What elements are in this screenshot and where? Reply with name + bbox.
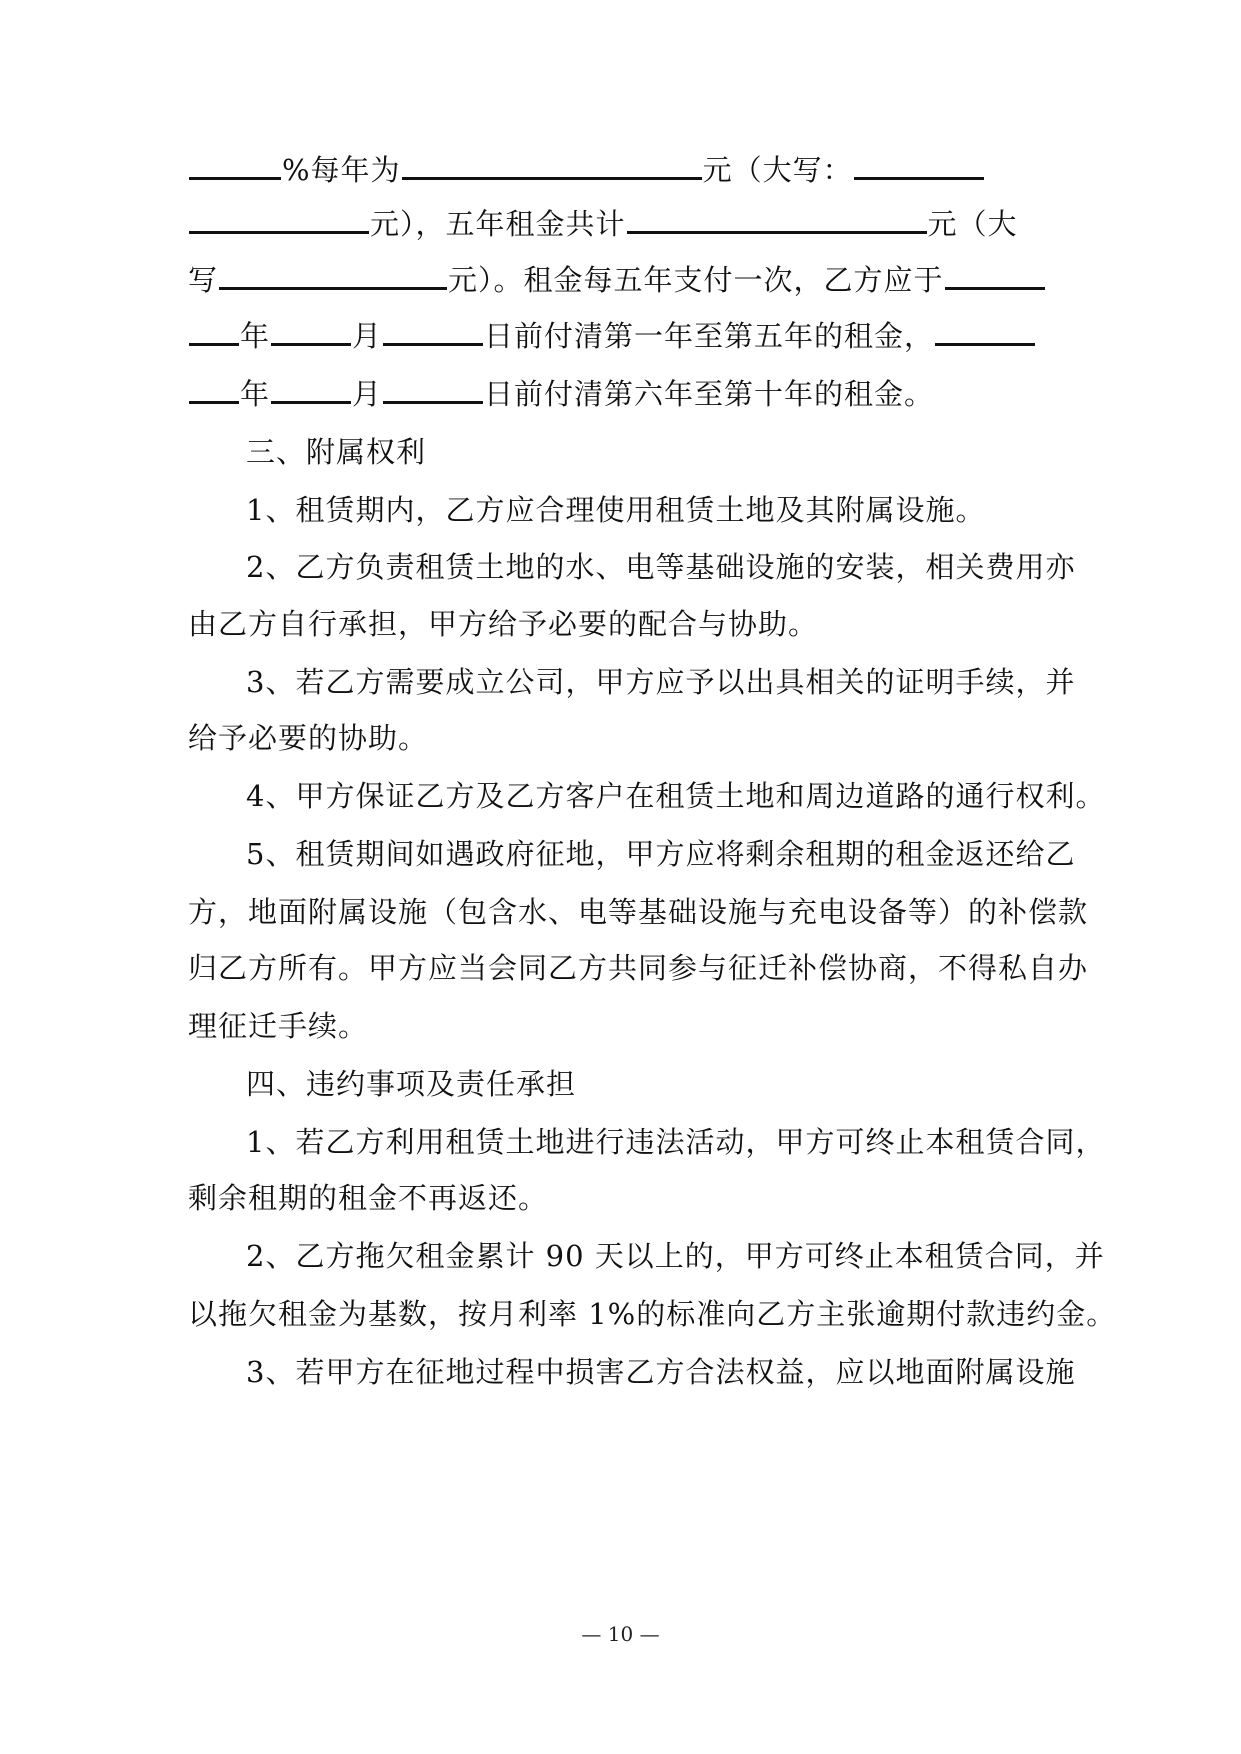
- fill-blank[interactable]: [189, 339, 239, 346]
- s3-item-5-line-2: 方，地面附属设施（包含水、电等基础设施与充电设备等）的补偿款: [188, 895, 1089, 929]
- fill-blank[interactable]: [189, 227, 369, 234]
- fill-blank[interactable]: [383, 397, 483, 404]
- s3-item-5-line-3: 归乙方所有。甲方应当会同乙方共同参与征迁补偿协商，不得私自办: [188, 951, 1089, 985]
- fill-blank[interactable]: [189, 397, 239, 404]
- fill-blank[interactable]: [854, 173, 984, 180]
- text-span: 元（大写：: [702, 153, 853, 187]
- fill-blank[interactable]: [935, 339, 1035, 346]
- s3-item-2-line-1: 2、乙方负责租赁土地的水、电等基础设施的安装，相关费用亦: [246, 550, 1076, 584]
- text-span: 年: [240, 319, 271, 353]
- s3-item-3-line-1: 3、若乙方需要成立公司，甲方应予以出具相关的证明手续，并: [246, 665, 1076, 699]
- rent-line-2: [188, 206, 1068, 242]
- s4-item-3-line-1: 3、若甲方在征地过程中损害乙方合法权益，应以地面附属设施: [246, 1355, 1076, 1389]
- text-span: 月: [352, 319, 383, 353]
- text-span: 元）。租金每五年支付一次，乙方应于: [448, 263, 944, 297]
- page-number: — 10 —: [581, 1622, 660, 1646]
- text-span: 元），五年租金共计: [370, 207, 626, 241]
- text-span: 月: [352, 377, 383, 411]
- section-four-title: 四、违约事项及责任承担: [246, 1067, 577, 1101]
- fill-blank[interactable]: [271, 339, 351, 346]
- text-span: 元（大: [927, 207, 1018, 241]
- fill-blank[interactable]: [627, 227, 927, 234]
- rent-line-1: [188, 152, 1068, 188]
- s3-item-5-line-4: 理征迁手续。: [188, 1009, 369, 1043]
- text-span: 日前付清第六年至第十年的租金。: [484, 377, 935, 411]
- rent-line-3: [188, 262, 1068, 298]
- s4-item-2-line-2: 以拖欠租金为基数，按月利率 1%的标准向乙方主张逾期付款违约金。: [188, 1297, 1117, 1331]
- text-span: 年: [240, 377, 271, 411]
- fill-blank[interactable]: [383, 339, 483, 346]
- fill-blank[interactable]: [219, 283, 447, 290]
- s4-item-1-line-2: 剩余租期的租金不再返还。: [188, 1181, 549, 1215]
- rent-line-5: [188, 376, 1068, 412]
- fill-blank[interactable]: [271, 397, 351, 404]
- fill-blank[interactable]: [402, 173, 702, 180]
- s3-item-3-line-2: 给予必要的协助。: [188, 721, 429, 755]
- section-three-title: 三、附属权利: [246, 435, 427, 469]
- s4-item-2-line-1: 2、乙方拖欠租金累计 90 天以上的，甲方可终止本租赁合同，并: [246, 1239, 1105, 1273]
- s3-item-2-line-2: 由乙方自行承担，甲方给予必要的配合与协助。: [188, 607, 819, 641]
- text-span: %每年为: [282, 153, 401, 187]
- s3-item-1: 1、租赁期内，乙方应合理使用租赁土地及其附属设施。: [246, 493, 986, 527]
- s3-item-4: 4、甲方保证乙方及乙方客户在租赁土地和周边道路的通行权利。: [246, 779, 1106, 813]
- rent-line-4: [188, 318, 1068, 354]
- s3-item-5-line-1: 5、租赁期间如遇政府征地，甲方应将剩余租期的租金返还给乙: [246, 837, 1076, 871]
- text-span: 写: [188, 263, 219, 297]
- text-span: 日前付清第一年至第五年的租金，: [484, 319, 935, 353]
- s4-item-1-line-1: 1、若乙方利用租赁土地进行违法活动，甲方可终止本租赁合同，: [246, 1125, 1106, 1159]
- fill-blank[interactable]: [945, 283, 1045, 290]
- fill-blank[interactable]: [189, 173, 281, 180]
